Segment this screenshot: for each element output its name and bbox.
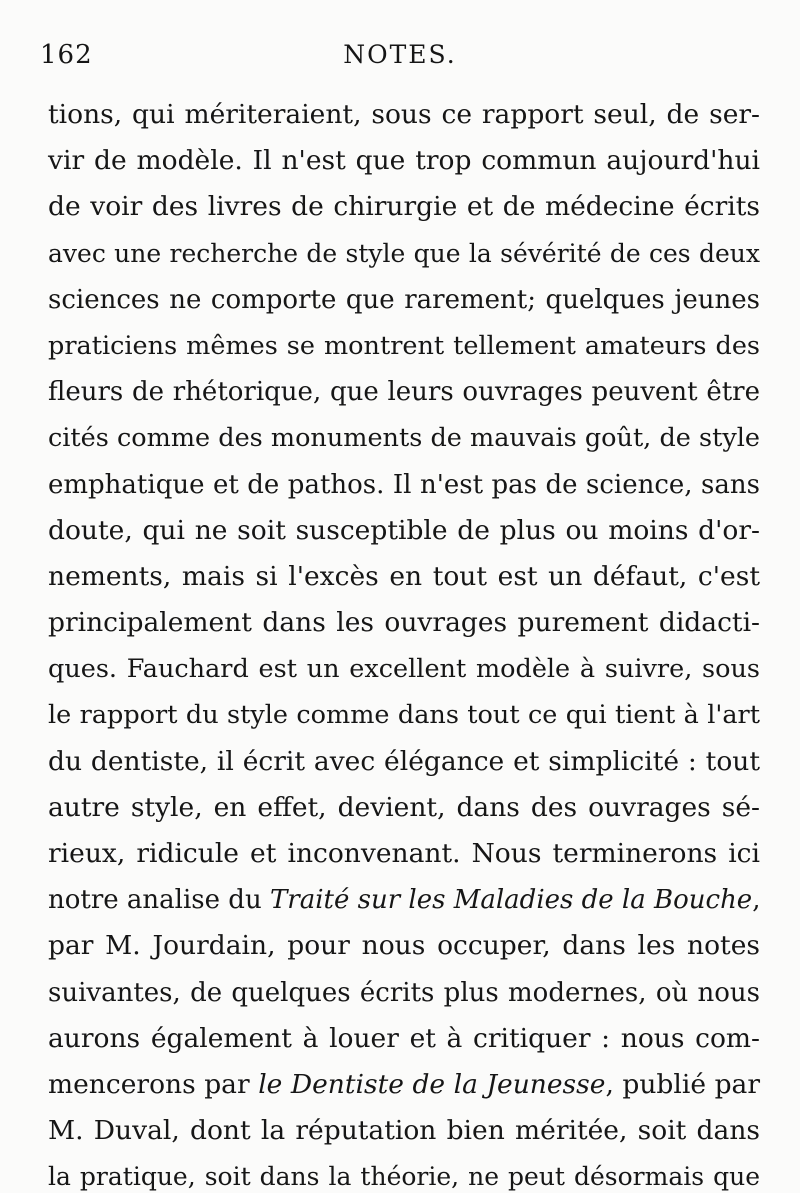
line-text: , (752, 885, 761, 916)
line-text: , publié par (605, 1068, 760, 1100)
text-line: du dentiste, il écrit avec élégance et simplicité : tout (48, 745, 760, 777)
book-title-italic: le Dentiste de la Jeunesse (258, 1068, 606, 1100)
text-line: la pratique, soit dans la théorie, ne peut désormais que (48, 1162, 760, 1192)
running-head: NOTES. (343, 40, 457, 69)
text-line: le rapport du style comme dans tout ce qui tient à l'art (48, 700, 760, 731)
text-line: autre style, en effet, devient, dans des ouvrages sé- (48, 791, 760, 823)
line-text: mencerons par (48, 1068, 259, 1100)
text-line: fleurs de rhétorique, que leurs ouvrages peuvent être (48, 377, 760, 408)
text-line: sciences ne comporte que rarement; quelques jeunes (48, 284, 760, 315)
text-line: rieux, ridicule et inconvenant. Nous terminerons ici (48, 838, 760, 869)
text-line: de voir des livres de chirurgie et de médecine écrits (48, 191, 760, 223)
text-line: praticiens mêmes se montrent tellement amateurs des (48, 330, 760, 361)
text-line (48, 1062, 760, 1108)
text-line (48, 877, 760, 923)
text-line: par M. Jourdain, pour nous occuper, dans les notes (48, 930, 760, 962)
text-line: tions, qui mériteraient, sous ce rapport seul, de ser- (48, 99, 760, 130)
text-line: cités comme des monuments de mauvais goût, de style (48, 423, 760, 454)
text-line: vir de modèle. Il n'est que trop commun aujourd'hui (48, 145, 760, 177)
page-number: 162 (40, 40, 93, 70)
book-title-italic: Traité sur les Maladies de la Bouche (269, 885, 753, 916)
text-line: doute, qui ne soit susceptible de plus ou moins d'or- (48, 514, 760, 546)
text-line: ques. Fauchard est un excellent modèle à suivre, sous (48, 654, 760, 685)
text-line: nements, mais si l'excès en tout est un défaut, c'est (48, 560, 760, 592)
text-line: avec une recherche de style que la sévérité de ces deux (48, 238, 760, 268)
text-line: M. Duval, dont la réputation bien méritée, soit dans (48, 1115, 760, 1147)
body-text (48, 92, 760, 1201)
text-line: emphatique et de pathos. Il n'est pas de science, sans (48, 469, 760, 500)
text-line: principalement dans les ouvrages purement didacti- (48, 607, 760, 639)
page-header (0, 40, 800, 80)
text-line: suivantes, de quelques écrits plus modernes, où nous (48, 977, 760, 1008)
line-text: notre analise du (48, 885, 270, 916)
text-line: aurons également à louer et à critiquer : nous com- (48, 1022, 760, 1054)
